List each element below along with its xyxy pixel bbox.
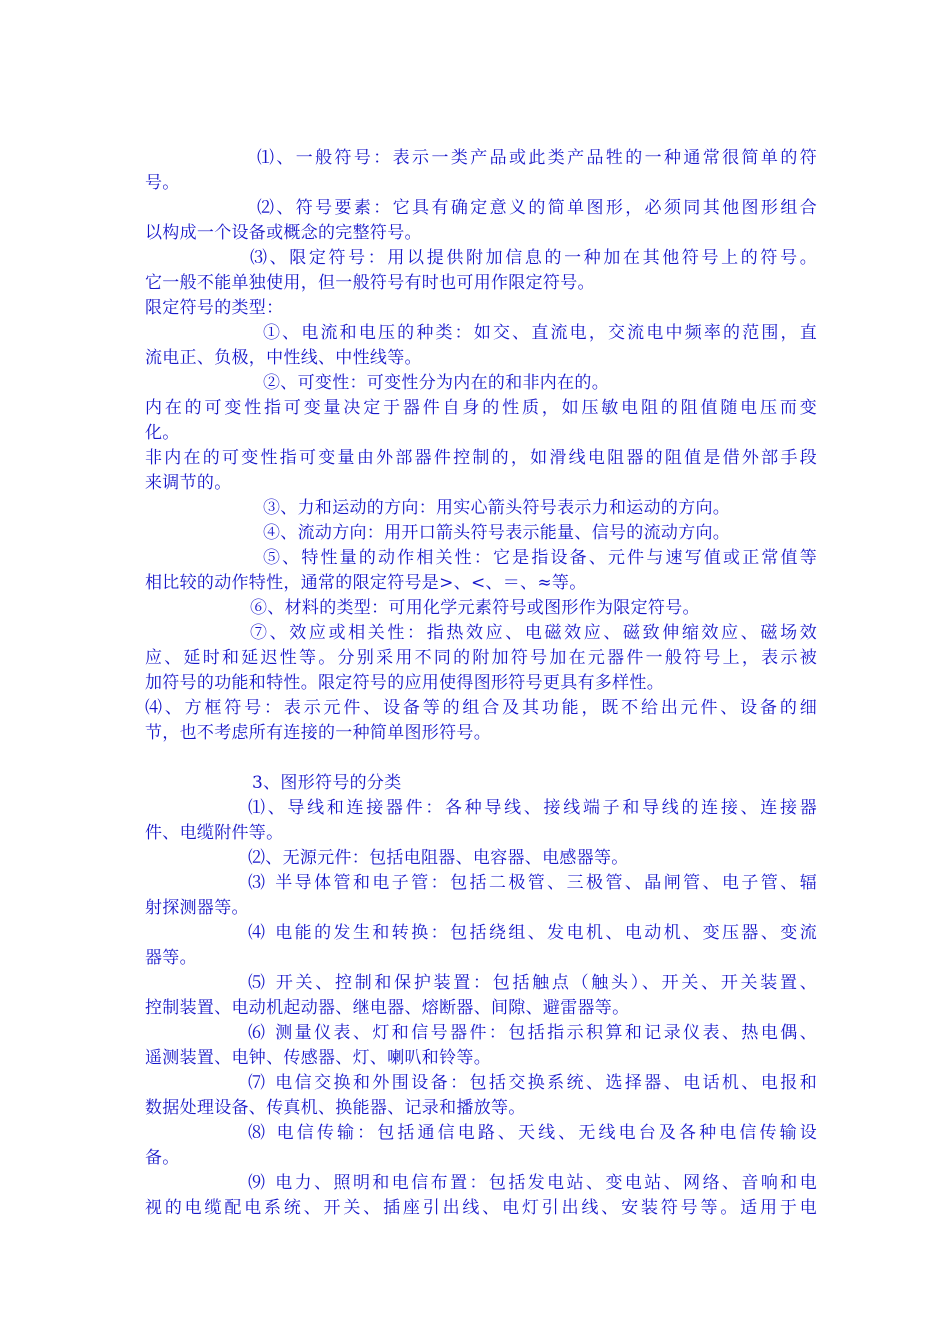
text-line: 非内在的可变性指可变量由外部器件控制的，如滑线电阻器的阻值是借外部手段 [145, 448, 817, 468]
text-line: 视的电缆配电系统、开关、插座引出线、电灯引出线、安装符号等。适用于电 [145, 1198, 817, 1218]
text-line: ⑶、限定符号：用以提供附加信息的一种加在其他符号上的符号。 [250, 248, 817, 268]
text-line: 内在的可变性指可变量决定于器件自身的性质，如压敏电阻的阻值随电压而变 [145, 398, 817, 418]
text-line: ⑹ 测量仪表、灯和信号器件：包括指示积算和记录仪表、热电偶、 [248, 1023, 817, 1043]
text-line: 流电正、负极，中性线、中性线等。 [145, 348, 422, 368]
text-line: 遥测装置、电钟、传感器、灯、喇叭和铃等。 [145, 1048, 491, 1068]
text-line: ⑤、特性量的动作相关性：它是指设备、元件与速写值或正常值等 [263, 548, 817, 568]
document-body [145, 146, 817, 1221]
text-line: ⑦、效应或相关性：指热效应、电磁效应、磁致伸缩效应、磁场效 [250, 623, 817, 643]
text-line: ⑺ 电信交换和外围设备：包括交换系统、选择器、电话机、电报和 [248, 1073, 817, 1093]
text-line: 备。 [145, 1148, 180, 1168]
text-line: 射探测器等。 [145, 898, 249, 918]
text-line: 限定符号的类型： [145, 298, 284, 318]
text-line: ②、可变性：可变性分为内在的和非内在的。 [263, 373, 609, 393]
text-line: ①、电流和电压的种类：如交、直流电，交流电中频率的范围，直 [263, 323, 817, 343]
text-line: ⑼ 电力、照明和电信布置：包括发电站、变电站、网络、音响和电 [248, 1173, 817, 1193]
text-line: ⑴、一般符号：表示一类产品或此类产品牲的一种通常很简单的符 [257, 148, 817, 168]
text-line: ⑶ 半导体管和电子管：包括二极管、三极管、晶闸管、电子管、辐 [248, 873, 817, 893]
text-line: 节，也不考虑所有连接的一种简单图形符号。 [145, 723, 491, 743]
text-line: 化。 [145, 423, 180, 443]
text-line: 以构成一个设备或概念的完整符号。 [145, 223, 422, 243]
text-line: ⑵、无源元件：包括电阻器、电容器、电感器等。 [248, 848, 629, 868]
text-line: ⑻ 电信传输：包括通信电路、天线、无线电台及各种电信传输设 [248, 1123, 817, 1143]
text-line: 应、延时和延迟性等。分别采用不同的附加符号加在元器件一般符号上，表示被 [145, 648, 817, 668]
text-line: 控制装置、电动机起动器、继电器、熔断器、间隙、避雷器等。 [145, 998, 630, 1018]
text-line: ⑵、符号要素：它具有确定意义的简单图形，必须同其他图形组合 [257, 198, 817, 218]
blank-line [145, 746, 817, 771]
text-line: 数据处理设备、传真机、换能器、记录和播放等。 [145, 1098, 526, 1118]
text-line: ⑴、导线和连接器件：各种导线、接线端子和导线的连接、连接器 [248, 798, 817, 818]
text-line: 号。 [145, 173, 180, 193]
text-line: 3、图形符号的分类 [252, 773, 402, 793]
text-line: 它一般不能单独使用，但一般符号有时也可用作限定符号。 [145, 273, 595, 293]
text-line: 器等。 [145, 948, 197, 968]
text-line: 件、电缆附件等。 [145, 823, 284, 843]
text-line: ⑷、方框符号：表示元件、设备等的组合及其功能，既不给出元件、设备的细 [145, 698, 817, 718]
text-line: 相比较的动作特性，通常的限定符号是>、<、＝、≈等。 [145, 573, 587, 593]
text-line: ⑸ 开关、控制和保护装置：包括触点（触头）、开关、开关装置、 [248, 973, 817, 993]
text-line: ③、力和运动的方向：用实心箭头符号表示力和运动的方向。 [263, 498, 731, 518]
text-line: ⑥、材料的类型：可用化学元素符号或图形作为限定符号。 [250, 598, 700, 618]
text-line: 加符号的功能和特性。限定符号的应用使得图形符号更具有多样性。 [145, 673, 664, 693]
text-line: ⑷ 电能的发生和转换：包括绕组、发电机、电动机、变压器、变流 [248, 923, 817, 943]
text-line: ④、流动方向：用开口箭头符号表示能量、信号的流动方向。 [263, 523, 731, 543]
text-line: 来调节的。 [145, 473, 232, 493]
